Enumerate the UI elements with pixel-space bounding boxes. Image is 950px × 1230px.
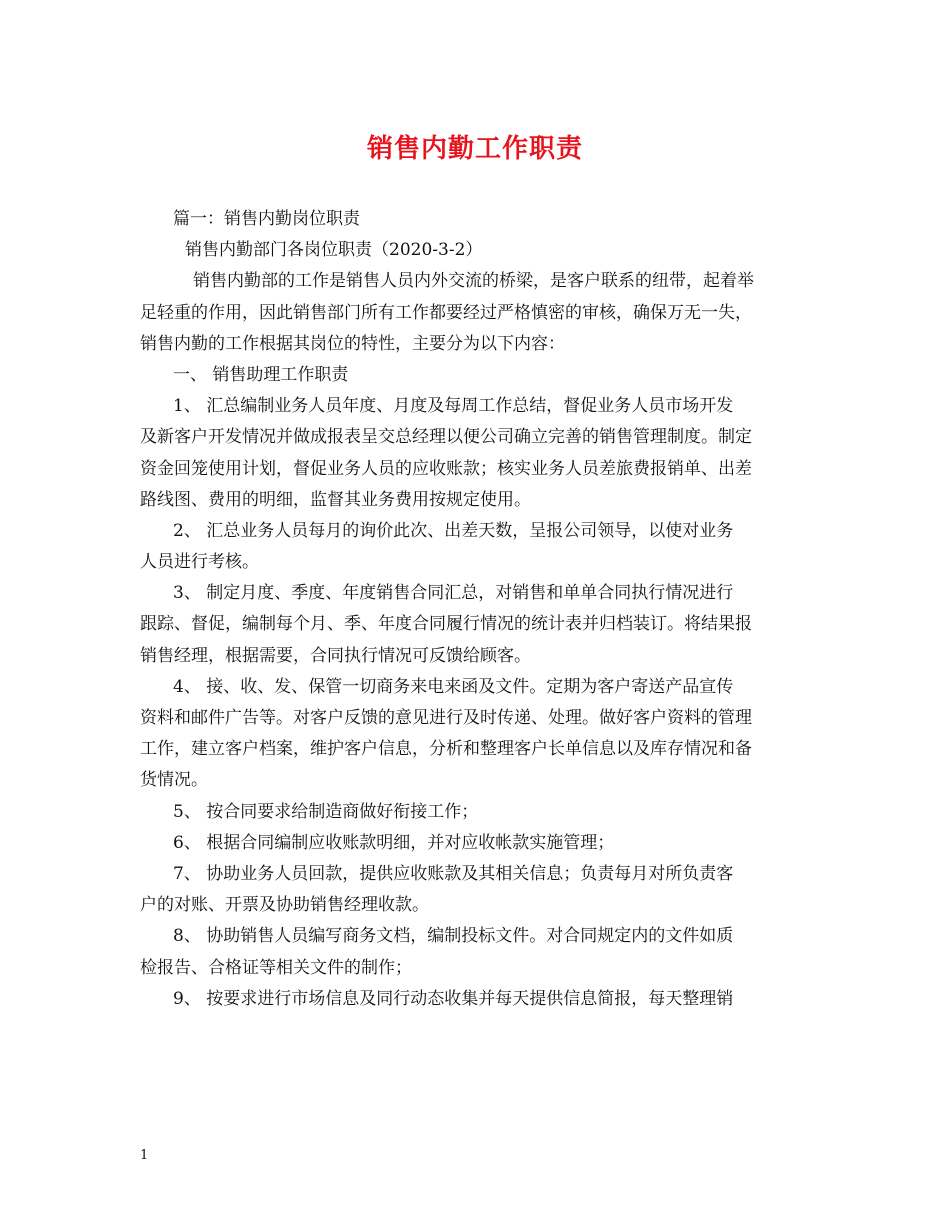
list-item-line: 资金回笼使用计划，督促业务人员的应收账款；核实业务人员差旅费报销单、出差 bbox=[140, 458, 752, 479]
list-item-line: 户的对账、开票及协助销售经理收款。 bbox=[140, 895, 429, 916]
list-item-line: 跟踪、督促，编制每个月、季、年度合同履行情况的统计表并归档装订。将结果报 bbox=[140, 614, 752, 635]
list-item-line: 人员进行考核。 bbox=[140, 552, 259, 573]
list-item-line: 6、 根据合同编制应收账款明细，并对应收帐款实施管理； bbox=[173, 832, 615, 853]
list-item-line: 7、 协助业务人员回款，提供应收账款及其相关信息；负责每月对所负责客 bbox=[173, 863, 734, 884]
list-item-line: 2、 汇总业务人员每月的询价此次、出差天数，呈报公司领导，以使对业务 bbox=[173, 520, 734, 541]
list-heading: 一、 销售助理工作职责 bbox=[173, 364, 349, 385]
list-item-line: 路线图、费用的明细，监督其业务费用按规定使用。 bbox=[140, 489, 531, 510]
document-body bbox=[140, 204, 812, 1015]
list-item-line: 4、 接、收、发、保管一切商务来电来函及文件。定期为客户寄送产品宣传 bbox=[173, 676, 734, 697]
paragraph-line: 销售内勤的工作根据其岗位的特性，主要分为以下内容： bbox=[140, 333, 565, 354]
list-item-line: 工作，建立客户档案，维护客户信息，分析和整理客户长单信息以及库存情况和备 bbox=[140, 739, 752, 760]
list-item-line: 资料和邮件广告等。对客户反馈的意见进行及时传递、处理。做好客户资料的管理 bbox=[140, 708, 752, 728]
subheading: 销售内勤部门各岗位职责（2020-3-2） bbox=[185, 240, 483, 261]
list-item-line: 1、 汇总编制业务人员年度、月度及每周工作总结，督促业务人员市场开发 bbox=[173, 396, 734, 417]
document-title: 销售内勤工作职责 bbox=[366, 134, 583, 164]
list-item-line: 及新客户开发情况并做成报表呈交总经理以便公司确立完善的销售管理制度。制定 bbox=[140, 427, 752, 448]
list-item-line: 货情况。 bbox=[140, 770, 208, 791]
list-item-line: 检报告、合格证等相关文件的制作； bbox=[140, 957, 412, 978]
page-number: 1 bbox=[140, 1148, 149, 1163]
list-item-line: 销售经理，根据需要，合同执行情况可反馈给顾客。 bbox=[140, 645, 531, 666]
list-item-line: 3、 制定月度、季度、年度销售合同汇总，对销售和单单合同执行情况进行 bbox=[173, 583, 734, 604]
section-heading: 篇一：销售内勤岗位职责 bbox=[173, 209, 360, 229]
paragraph-line: 足轻重的作用，因此销售部门所有工作都要经过严格慎密的审核，确保万无一失， bbox=[140, 302, 752, 323]
list-item-line: 8、 协助销售人员编写商务文档，编制投标文件。对合同规定内的文件如质 bbox=[173, 926, 734, 947]
list-item-line: 5、 按合同要求给制造商做好衔接工作； bbox=[173, 801, 479, 822]
paragraph-line: 销售内勤部的工作是销售人员内外交流的桥梁，是客户联系的纽带，起着举 bbox=[193, 271, 754, 292]
list-item-line: 9、 按要求进行市场信息及同行动态收集并每天提供信息简报，每天整理销 bbox=[173, 988, 734, 1009]
